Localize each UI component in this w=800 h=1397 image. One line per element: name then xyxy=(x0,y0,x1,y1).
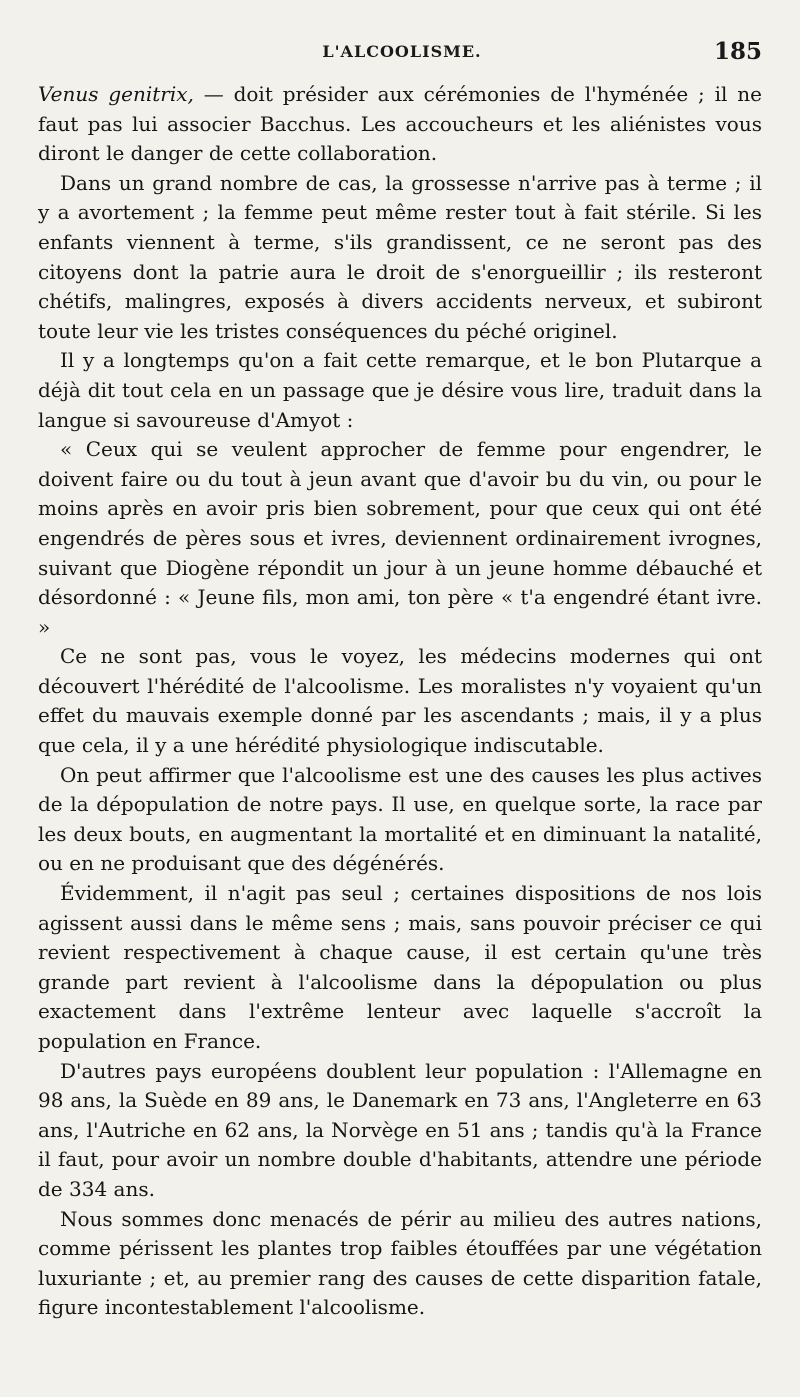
page-body xyxy=(38,80,762,1323)
paragraph-7: Évidemment, il n'agit pas seul ; certaines dispositions de nos lois agissent aussi dans le même sens ; mais, sans pouvoir préciser ce qui revient respectivement à chaque cause, il est certain qu'une très grande part revient à l'alcoolisme dans la dépopulation ou plus exactement dans l'extrême lenteur avec laquelle s'accroît la population en France. xyxy=(38,881,762,1053)
page-number: 185 xyxy=(713,38,762,65)
paragraph-6: On peut affirmer que l'alcoolisme est une des causes les plus actives de la dépopulation de notre pays. Il use, en quelque sorte, la race par les deux bouts, en augmentant la mortalité et en diminuant la natalité, ou en ne produisant que des dégénérés. xyxy=(38,762,762,876)
running-title: L'ALCOOLISME. xyxy=(322,42,482,61)
paragraph-1-italic-lead: Venus genitrix, xyxy=(38,82,194,106)
paragraph-1-text: — doit présider aux cérémonies de l'hyménée ; il ne faut pas lui associer Bacchus. Les accoucheurs et les aliénistes vous diront le danger de cette collaboration. xyxy=(38,82,762,166)
paragraph-2: Dans un grand nombre de cas, la grossesse n'arrive pas à terme ; il y a avortement ; la femme peut même rester tout à fait stérile. Si les enfants viennent à terme, s'ils grandissent, ce ne seront pas des citoyens dont la patrie aura le droit de s'enorgueillir ; ils resteront chétifs, malingres, exposés à divers accidents nerveux, et subiront toute leur vie les tristes conséquences du péché originel. xyxy=(38,170,762,343)
paragraph-9: Nous sommes donc menacés de périr au milieu des autres nations, comme périssent les plantes trop faibles étouffées par une végétation luxuriante ; et, au premier rang des causes de cette disparition fatale, figure incontestablement l'alcoolisme. xyxy=(38,1206,762,1320)
paragraph-8: D'autres pays européens doublent leur population : l'Allemagne en 98 ans, la Suède en 89 ans, le Danemark en 73 ans, l'Angleterre en 63 ans, l'Autriche en 62 ans, la Norvège en 51 ans ; tandis qu'à la France il faut, pour avoir un nombre double d'habitants, attendre une période de 334 ans. xyxy=(38,1058,762,1201)
paragraph-5: Ce ne sont pas, vous le voyez, les médecins modernes qui ont découvert l'hérédité de l'alcoolisme. Les moralistes n'y voyaient qu'un effet du mauvais exemple donné par les ascendants ; mais, il y a plus que cela, il y a une hérédité physiologique indiscutable. xyxy=(38,644,762,758)
paragraph-4-quote: « Ceux qui se veulent approcher de femme pour engendrer, le doivent faire ou du tout à jeun avant que d'avoir bu du vin, ou pour le moins après en avoir pris bien sobrement, pour que ceux qui ont été engendrés de pères sous et ivres, deviennent ordinairement ivrognes, suivant que Diogène répondit un jour à un jeune homme débauché et désordonné : « Jeune fils, mon ami, ton père « t'a engendré étant ivre. » xyxy=(38,437,762,639)
paragraph-3: Il y a longtemps qu'on a fait cette remarque, et le bon Plutarque a déjà dit tout cela en un passage que je désire vous lire, traduit dans la langue si savoureuse d'Amyot : xyxy=(38,348,762,432)
page-header xyxy=(38,40,766,72)
paragraph-1 xyxy=(38,80,762,169)
